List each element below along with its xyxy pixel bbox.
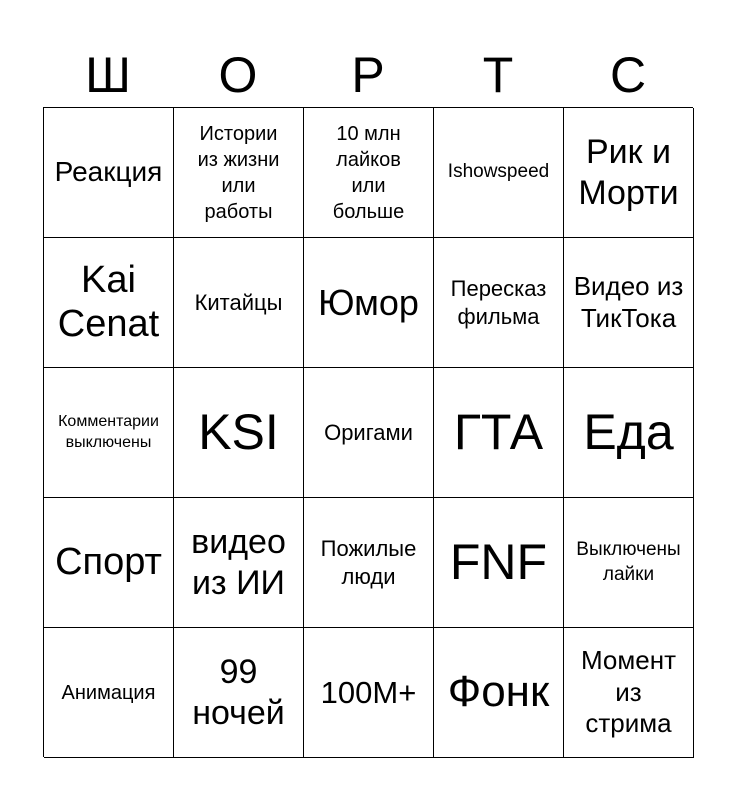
- cell-text: 100M+: [320, 674, 417, 710]
- cell-text: Еда: [583, 404, 674, 460]
- cell-text: Китайцы: [194, 289, 283, 315]
- cell-text: Выключены лайки: [576, 538, 681, 585]
- bingo-cell[interactable]: [564, 498, 694, 628]
- bingo-cell[interactable]: [44, 628, 174, 758]
- cell-text: Рик и Морти: [578, 132, 679, 212]
- bingo-cell[interactable]: [304, 628, 434, 758]
- cell-text: Пожилые люди: [320, 536, 417, 589]
- cell-text: Фонк: [447, 667, 550, 717]
- bingo-cell[interactable]: [434, 238, 564, 368]
- bingo-cell[interactable]: [304, 498, 434, 628]
- cell-text: Юмор: [318, 281, 419, 323]
- bingo-cell[interactable]: [434, 108, 564, 238]
- cell-text: Комментарии выключены: [58, 412, 159, 451]
- bingo-cell[interactable]: [44, 498, 174, 628]
- bingo-cell[interactable]: [434, 368, 564, 498]
- cell-text: 10 млн лайков или больше: [332, 122, 405, 223]
- cell-text: видео из ИИ: [191, 522, 286, 602]
- cell-text: Спорт: [55, 540, 162, 583]
- bingo-cell[interactable]: [434, 628, 564, 758]
- bingo-cell[interactable]: [44, 238, 174, 368]
- cell-text: Пересказ фильма: [450, 276, 547, 329]
- cell-text: Истории из жизни или работы: [197, 122, 280, 223]
- bingo-cell[interactable]: [564, 108, 694, 238]
- cell-text: FNF: [449, 534, 548, 590]
- bingo-cell[interactable]: [44, 368, 174, 498]
- cell-text: Видео из ТикТока: [573, 270, 684, 333]
- bingo-cell[interactable]: [44, 108, 174, 238]
- cell-text: Оригами: [324, 419, 413, 445]
- bingo-cell[interactable]: [304, 108, 434, 238]
- bingo-board: [43, 107, 693, 757]
- cell-text: KSI: [198, 404, 279, 460]
- cell-text: 99 ночей: [192, 652, 285, 732]
- bingo-cell[interactable]: [564, 238, 694, 368]
- cell-text: Kai Cenat: [57, 258, 160, 345]
- header-letter: Т: [482, 47, 514, 103]
- cell-text: Ishowspeed: [447, 161, 550, 183]
- bingo-cell[interactable]: [174, 108, 304, 238]
- bingo-header: [43, 42, 693, 108]
- bingo-cell[interactable]: [174, 368, 304, 498]
- bingo-cell[interactable]: [304, 238, 434, 368]
- bingo-cell[interactable]: [564, 628, 694, 758]
- header-letter: Ш: [85, 47, 131, 103]
- bingo-cell[interactable]: [304, 368, 434, 498]
- cell-text: Анимация: [61, 681, 156, 704]
- bingo-cell[interactable]: [174, 498, 304, 628]
- bingo-cell[interactable]: [174, 238, 304, 368]
- header-letter: О: [218, 47, 258, 103]
- cell-text: ГТА: [453, 404, 544, 460]
- bingo-cell[interactable]: [434, 498, 564, 628]
- cell-text: Момент из стрима: [580, 644, 676, 739]
- bingo-cell[interactable]: [564, 368, 694, 498]
- cell-text: Реакция: [54, 156, 163, 188]
- bingo-cell[interactable]: [174, 628, 304, 758]
- header-letter: Р: [351, 47, 385, 103]
- header-letter: С: [609, 47, 647, 103]
